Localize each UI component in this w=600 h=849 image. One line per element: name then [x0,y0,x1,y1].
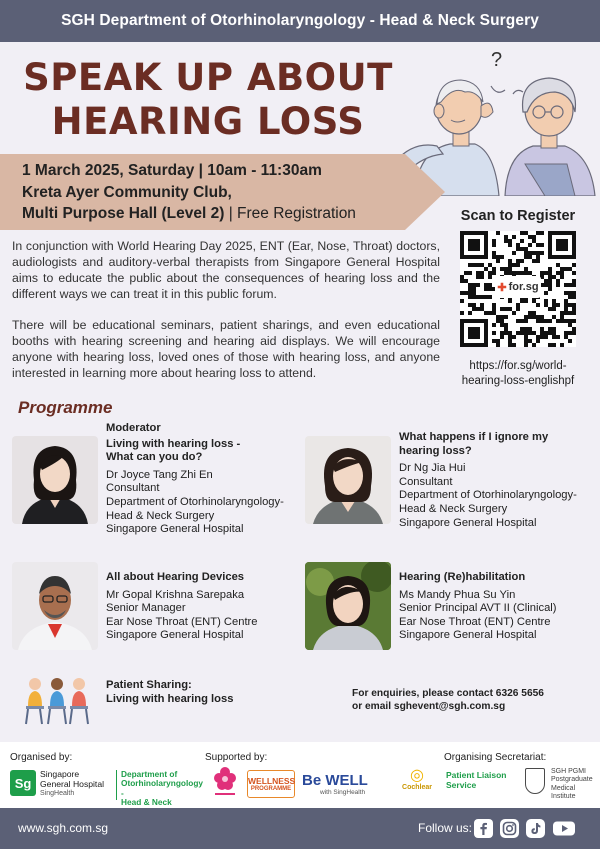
enquiry-phone: For enquiries, please contact 6326 5656 [352,688,544,699]
event-title [18,56,398,144]
dept-ent-logo [116,769,204,807]
speaker-2-topic-line2: hearing loss? [399,444,472,457]
pgmi-line3: Medical Institute [551,784,576,801]
footer-follow-label: Follow us: [418,821,473,835]
secretariat-label: Organising Secretariat: [444,752,547,763]
organisers-strip [0,742,600,808]
event-title-line1: SPEAK UP ABOUT [23,56,393,99]
question-mark: ? [491,49,503,71]
speaker-2-title: Consultant [399,475,453,488]
speaker-1-title: Consultant [106,482,160,495]
speaker-1-name: Dr Joyce Tang Zhi En [106,468,213,481]
speaker-4-dept: Ear Nose Throat (ENT) Centre [399,615,551,628]
pls-line2: Service [446,779,477,790]
speaker-4-name: Ms Mandy Phua Su Yin [399,588,516,601]
sgh-singhealth: SingHealth [40,790,75,797]
speaker-3-title: Senior Manager [106,602,186,615]
footer-website[interactable]: www.sgh.com.sg [18,821,109,835]
speaker-2-name: Dr Ng Jia Hui [399,462,466,475]
enquiry-email[interactable]: or email sghevent@sgh.com.sg [352,700,506,712]
speaker-3-name: Mr Gopal Krishna Sarepaka [106,588,245,601]
speaker-photo-joyce-tang [12,436,98,524]
speaker-2-dept-line1: Department of Otorhinolaryngology- [399,489,577,502]
speaker-3-org: Singapore General Hospital [106,629,244,642]
sgh-name-line2: General Hospital [40,778,105,789]
dept-logo-line2: Otorhinolaryngology - [121,778,204,798]
wellness-programme-logo [247,770,295,798]
register-title: Scan to Register [460,208,576,224]
register-section [448,208,588,389]
enquiry-info [352,688,544,713]
speaker-1-dept-line1: Department of Otorhinolaryngology- [106,495,284,508]
speaker-photo-mandy-phua [305,562,391,650]
qr-logo-text: for.sg [508,281,539,293]
speaker-1-org: Singapore General Hospital [106,523,244,536]
register-url[interactable] [448,359,588,389]
register-url-line2[interactable]: hearing-loss-englishpf [461,375,575,387]
speaker-2-dept-line2: Head & Neck Surgery [399,502,508,515]
programme-word: PROGRAMME [250,786,292,792]
flower-logo [212,764,238,798]
intro-paragraph-2: There will be educational seminars, patient sharings, and even educational booths with hearing screening and hearing aid displays. We will encourage anyone with hearing loss, loved ones of those with hearing loss, and anyone interested in learning more about hearing loss to attend. [12,318,440,380]
speaker-photo-ng-jia-hui [305,436,391,524]
facebook-icon[interactable] [474,819,493,838]
event-separator: | [224,205,238,222]
event-venue-line2: Multi Purpose Hall (Level 2) [22,205,225,222]
intro-text [12,238,440,396]
sgh-pgmi-logo [525,768,597,802]
patient-sharing-text [106,679,233,706]
speaker-photo-gopal [12,562,98,650]
speaker-3-dept: Ear Nose Throat (ENT) Centre [106,615,258,628]
header-bar [0,0,600,42]
footer-bar [0,808,600,849]
event-registration: Free Registration [237,205,356,222]
wellness-word: WELLNESS [248,776,296,786]
sgh-name-line1: Singapore [40,769,80,779]
patient-sharing-line1: Patient Sharing: [106,679,192,691]
pgmi-line2: Postgraduate [551,776,593,784]
cochlear-swirl-icon: ◎ [410,767,424,784]
speaker-4-topic: Hearing (Re)habilitation [399,571,526,583]
dept-logo-line3: Head & Neck [121,796,172,807]
youtube-icon[interactable] [553,819,575,838]
speaker-2-info [399,431,577,530]
intro-paragraph-1: In conjunction with World Hearing Day 2025, ENT (Ear, Nose, Throat) doctors, audiologists and auditory-verbal therapists from Singapore General Hospital aims to educate the public about the consequences of hearing loss and the different ways we can treat it in this public forum. [12,239,440,301]
speaker-1-role: Moderator [106,422,161,434]
speaker-4-info [399,571,557,643]
pgmi-crest-icon [525,768,545,794]
speaker-2-topic-line1: What happens if I ignore my [399,431,549,443]
programme-title: Programme [18,398,113,417]
speaker-1-dept-line2: Head & Neck Surgery [106,509,215,522]
dept-logo-line1: Department of [121,769,178,779]
speaker-3-info [106,571,258,643]
sgh-mark-icon: Sg [10,770,36,796]
event-title-line2: HEARING LOSS [51,100,365,143]
speaker-2-org: Singapore General Hospital [399,516,537,529]
qr-logo [495,276,541,298]
supported-by-label: Supported by: [205,752,268,763]
tiktok-icon[interactable] [526,819,545,838]
register-url-line1[interactable]: https://for.sg/world- [469,360,567,372]
speaker-4-org: Singapore General Hospital [399,629,537,642]
register-qr-code[interactable] [460,231,576,347]
bewell-logo [302,772,384,798]
bewell-title: Be WELL [302,772,368,789]
cochlear-name: Cochlear [402,784,432,791]
cochlear-logo [398,768,436,800]
event-venue-line1: Kreta Ayer Community Club, [22,183,232,201]
speaker-1-topic-line2: What can you do? [106,451,203,464]
pgmi-line1: SGH PGMI [551,768,587,775]
forsg-icon: ✚ [497,281,507,294]
sgh-logo [10,770,110,802]
patient-liaison-logo [446,771,516,797]
header-title: SGH Department of Otorhinolaryngology - Head & Neck Surgery [61,12,539,29]
speaker-3-topic: All about Hearing Devices [106,571,245,583]
patient-sharing-illustration [18,672,96,727]
instagram-icon[interactable] [500,819,519,838]
bewell-sub: with SingHealth [320,789,366,796]
event-date-time: 1 March 2025, Saturday | 10am - 11:30am [22,162,322,179]
pls-line1: Patient Liaison [446,770,507,780]
event-info-ribbon [0,154,445,230]
speaker-1-info [106,422,284,537]
speaker-1-topic-line1: Living with hearing loss - [106,437,241,450]
patient-sharing-line2: Living with hearing loss [106,692,234,705]
organised-by-label: Organised by: [10,752,73,763]
speaker-4-title: Senior Principal AVT II (Clinical) [399,602,557,615]
